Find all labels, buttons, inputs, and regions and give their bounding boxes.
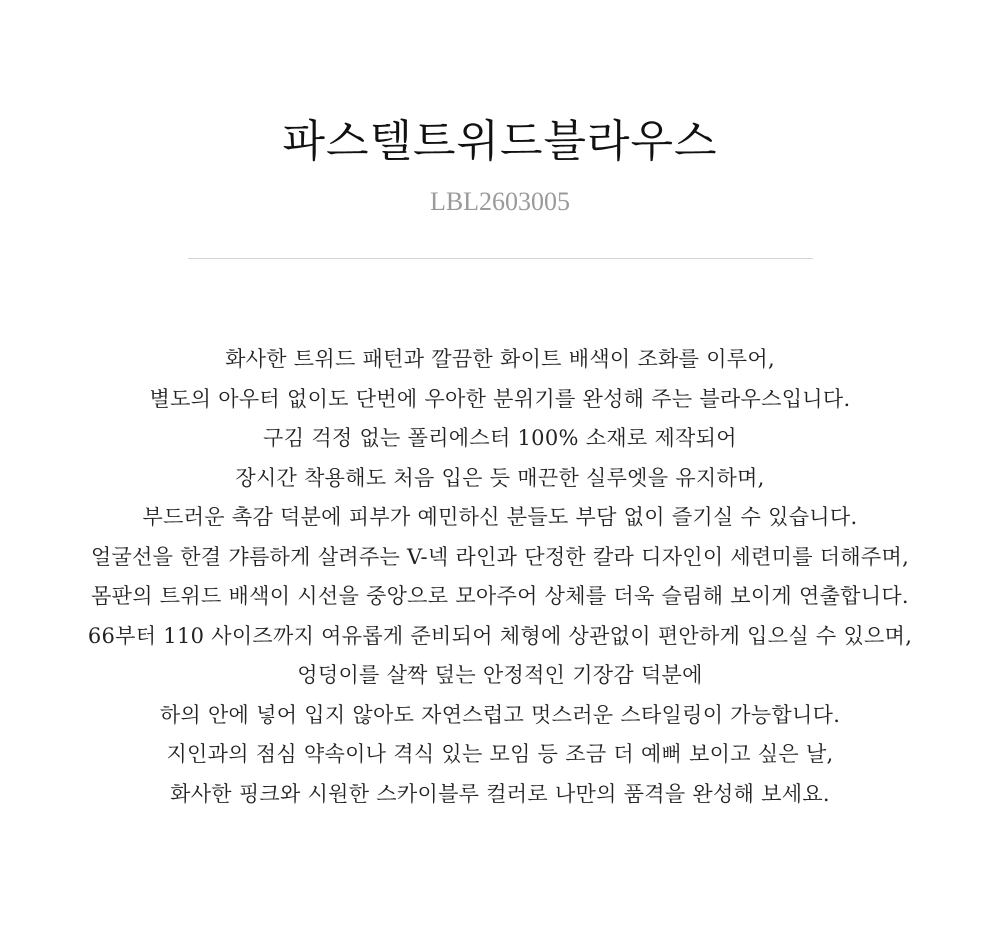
description-line: 장시간 착용해도 처음 입은 듯 매끈한 실루엣을 유지하며, — [235, 465, 765, 490]
description-line: 부드러운 촉감 덕분에 피부가 예민하신 분들도 부담 없이 즐기실 수 있습니다. — [142, 505, 858, 529]
description-line: 엉덩이를 살짝 덮는 안정적인 기장감 덕분에 — [297, 663, 703, 687]
product-code: LBL2603005 — [429, 187, 571, 216]
description-line: 지인과의 점심 약속이나 격식 있는 모임 등 조금 더 예뻐 보이고 싶은 날, — [166, 742, 834, 766]
description-line: 몸판의 트위드 배색이 시선을 중앙으로 모아주어 상체를 더욱 슬림해 보이게 연출합니다. — [91, 584, 909, 608]
description-line: 화사한 핑크와 시원한 스카이블루 컬러로 나만의 품격을 완성해 보세요. — [170, 781, 830, 806]
description-line: 화사한 트위드 패턴과 깔끔한 화이트 배색이 조화를 이루어, — [225, 347, 775, 371]
divider — [188, 258, 813, 259]
description-line: 구김 걱정 없는 폴리에스터 100% 소재로 제작되어 — [263, 426, 737, 450]
description-line: 66부터 110 사이즈까지 여유롭게 준비되어 체형에 상관없이 편안하게 입으실 수 있으며, — [87, 623, 913, 648]
description-line: 별도의 아우터 없이도 단번에 우아한 분위기를 완성해 주는 블라우스입니다. — [149, 386, 851, 411]
description-line: 하의 안에 넣어 입지 않아도 자연스럽고 멋스러운 스타일링이 가능합니다. — [159, 702, 841, 727]
product-description — [0, 340, 1000, 814]
product-title: 파스텔트위드블라우스 — [282, 116, 718, 167]
description-line: 얼굴선을 한결 갸름하게 살려주는 V-넥 라인과 단정한 칼라 디자인이 세련미를 더해주며, — [90, 544, 910, 569]
